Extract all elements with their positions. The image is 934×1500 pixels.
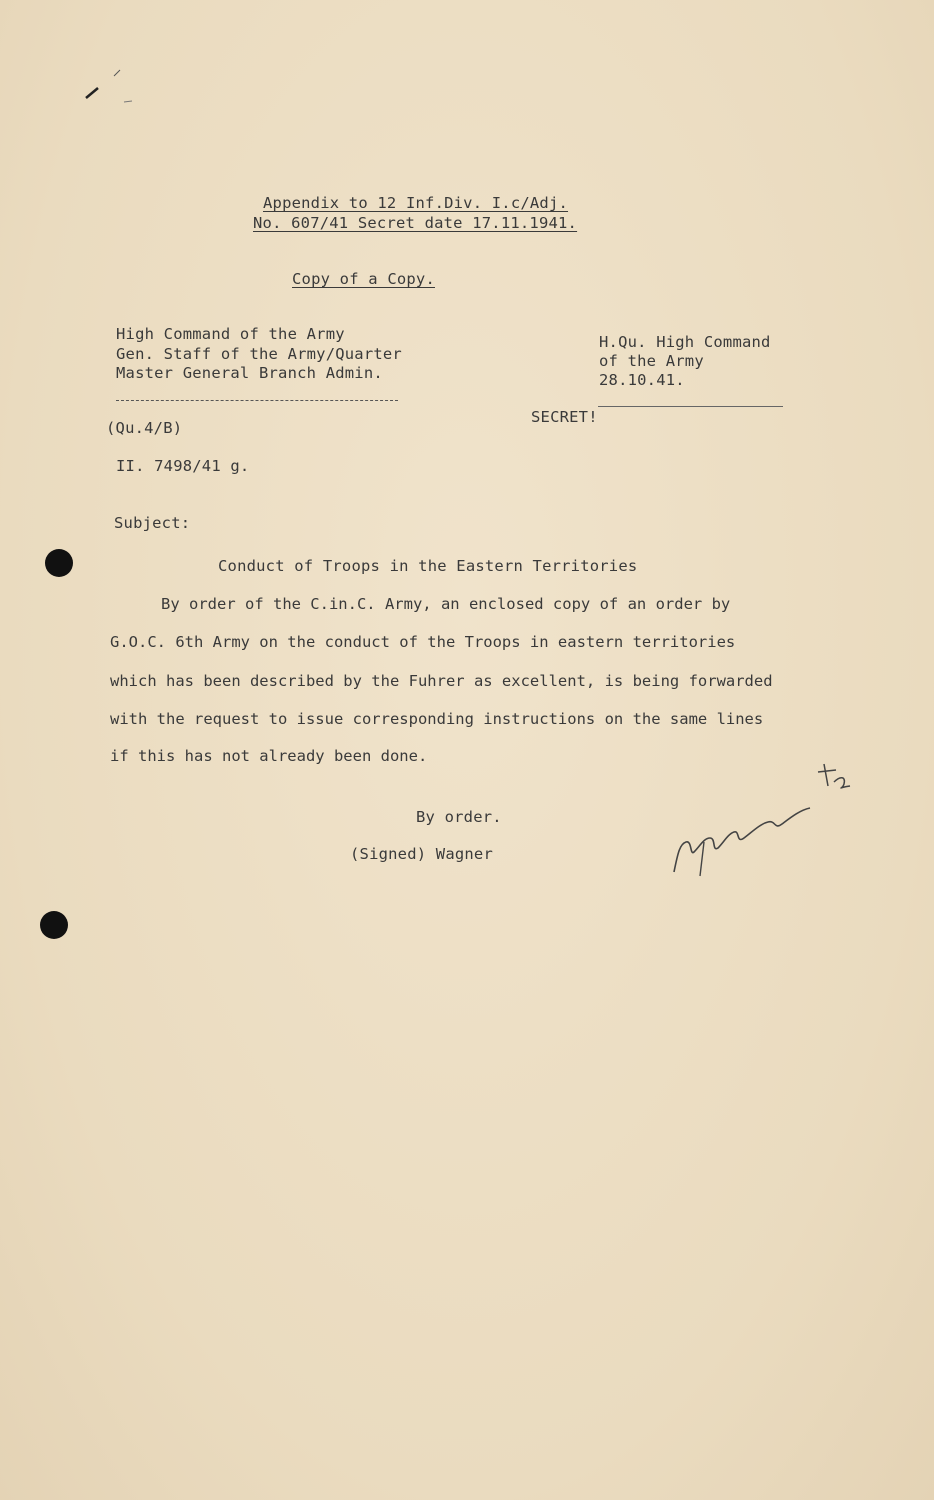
closing-text: By order. — [416, 808, 502, 826]
appendix-line: Appendix to 12 Inf.Div. I.c/Adj. — [263, 194, 569, 212]
location-line-1: H.Qu. High Command — [599, 333, 771, 351]
subject-text: Conduct of Troops in the Eastern Territories — [218, 557, 638, 575]
body-line-5: if this has not already been done. — [110, 747, 428, 765]
body-line-2: G.O.C. 6th Army on the conduct of the Troops in eastern territories — [110, 633, 736, 651]
punch-hole-top — [45, 549, 73, 577]
classification-divider — [598, 406, 783, 407]
body-line-4: with the request to issue corresponding instructions on the same lines — [110, 710, 764, 728]
handwritten-initials-icon — [664, 752, 864, 882]
body-line-3: which has been described by the Fuhrer as excellent, is being forwarded — [110, 672, 773, 690]
classification-label: SECRET! — [531, 408, 598, 426]
copy-label: Copy of a Copy. — [292, 270, 435, 288]
punch-hole-bottom — [40, 911, 68, 939]
subject-label: Subject: — [114, 514, 191, 532]
location-line-2: of the Army — [599, 352, 704, 370]
sender-line-2: Gen. Staff of the Army/Quarter — [116, 345, 402, 363]
sender-divider — [116, 400, 398, 401]
sender-line-3: Master General Branch Admin. — [116, 364, 383, 382]
sender-line-1: High Command of the Army — [116, 325, 345, 343]
reference-file-number: II. 7498/41 g. — [116, 457, 250, 475]
reference-number-line: No. 607/41 Secret date 17.11.1941. — [253, 214, 578, 232]
stray-mark-icon — [80, 60, 140, 110]
body-line-1: By order of the C.in.C. Army, an enclosed copy of an order by — [161, 595, 731, 613]
signature-text: (Signed) Wagner — [350, 845, 493, 863]
location-date: 28.10.41. — [599, 371, 685, 389]
reference-qu: (Qu.4/B) — [106, 419, 183, 437]
